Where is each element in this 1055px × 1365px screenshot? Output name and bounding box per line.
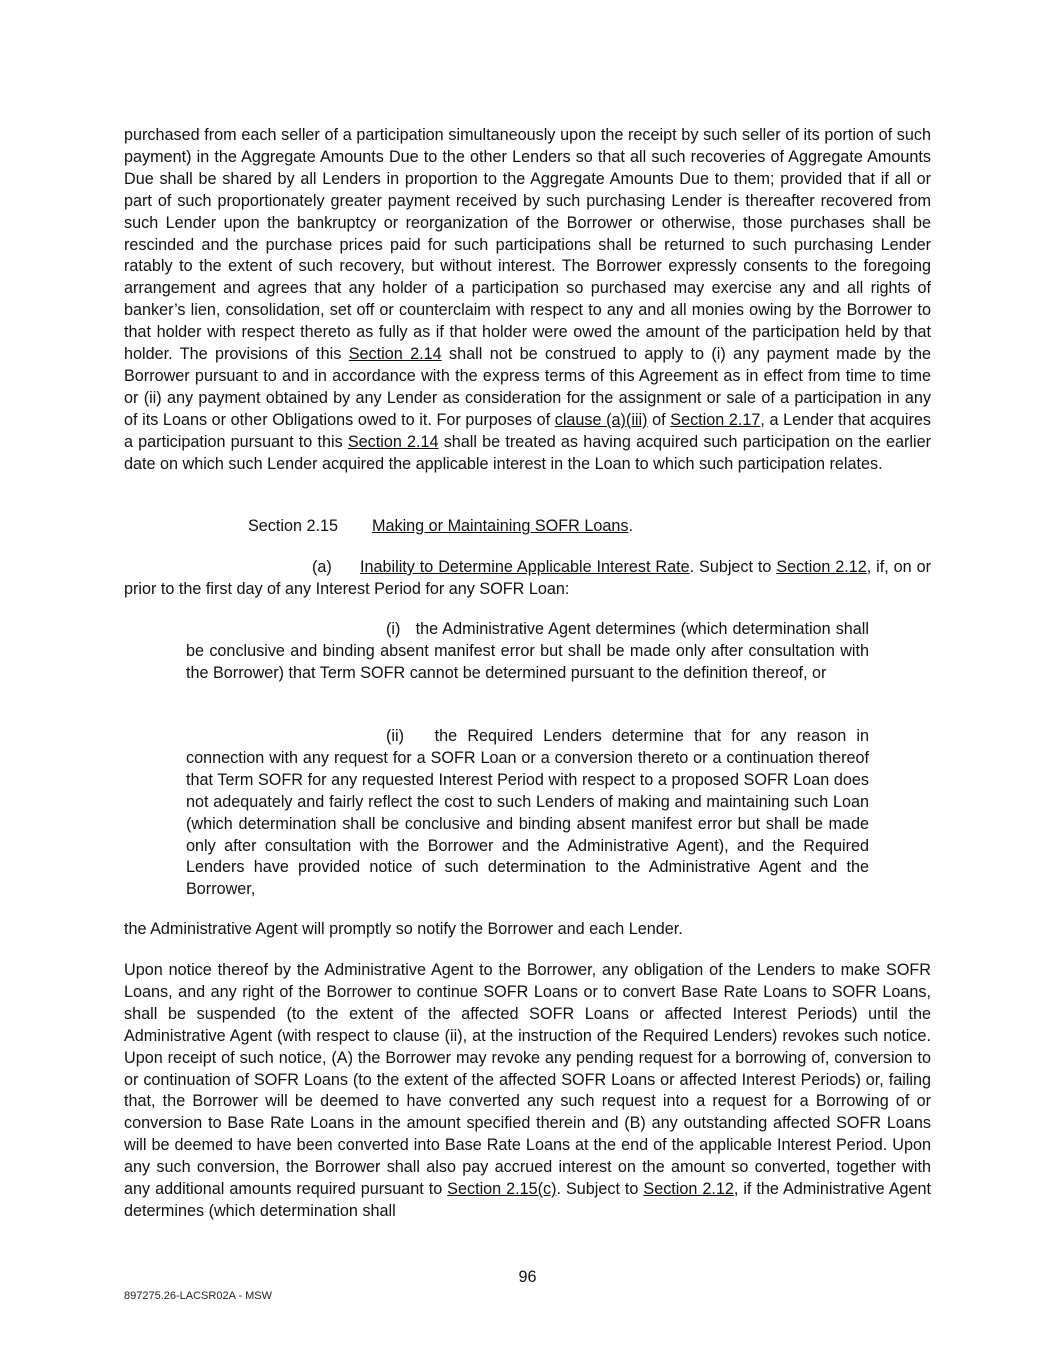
section-title-period: . <box>628 517 633 535</box>
cross-ref-section-2-12: Section 2.12 <box>776 558 867 576</box>
cross-ref-section-2-17: Section 2.17 <box>670 410 761 429</box>
upon-text-3: , if the Administrative Agent determines (which determination shall <box>124 1180 931 1220</box>
page-number: 96 <box>518 1268 537 1286</box>
cross-ref-section-2-14-b: Section 2.14 <box>347 432 439 451</box>
upon-text-1: Upon notice thereof by the Administrative Agent to the Borrower, any obligation of the Lenders to make SOFR Loans, and any right of the Borrower to continue SOFR Loans or to convert Base Rate Loans to SOFR Loans, shall be suspended (to the extent of the affected SOFR Loans or affected Interest Periods) until the Administrative Agent (with respect to clause (ii), at the instruction of the Required Lenders) revokes such notice. Upon receipt of such notice, (A) the Borrower may revoke any pending request for a borrowing of, conversion to or continuation of SOFR Loans (to the extent of the affected SOFR Loans or affected Interest Periods) or, failing that, the Borrower will be deemed to have converted any such request into a request for a Borrowing of or conversion to Base Rate Loans in the amount specified therein and (B) any outstanding affected SOFR Loans will be deemed to have been converted into Base Rate Loans at the end of the applicable Interest Period. Upon any such conversion, the Borrower shall also pay accrued interest on the amount so converted, together with any additional amounts required pursuant to <box>124 961 931 1199</box>
cross-ref-section-2-12-b: Section 2.12 <box>643 1180 734 1199</box>
section-heading <box>248 516 633 538</box>
cross-ref-section-2-15-c: Section 2.15(c) <box>447 1180 557 1199</box>
section-number: Section 2.15 <box>248 517 338 535</box>
para1-text-1: purchased from each seller of a participation simultaneously upon the receipt by such seller of its portion of such payment) in the Aggregate Amounts Due to the other Lenders so that all such recoveries of Aggregate Amounts Due shall be shared by all Lenders in proportion to the Aggregate Amounts Due to them; provided that if all or part of such proportionately greater payment received by such purchasing Lender is thereafter recovered from such Lender upon the bankruptcy or reorganization of the Borrower or otherwise, those purchases shall be rescinded and the purchase prices paid for such participations shall be returned to such purchasing Lender ratably to the extent of such recovery, but without interest. The Borrower expressly consents to the foregoing arrangement and agrees that any holder of a participation so purchased may exercise any and all rights of banker’s lien, consolidation, set off or counterclaim with respect to any and all monies owing by the Borrower to that holder with respect thereto as fully as if that holder were owed the amount of the participation held by that holder. The provisions of this <box>124 126 931 364</box>
paragraph-a-label: (a) <box>312 558 332 576</box>
subparagraph-ii <box>186 726 869 901</box>
paragraph-a-text-1: . Subject to <box>689 558 777 576</box>
para1-text-2: shall not be construed to apply to (i) any payment made by the Borrower pursuant to and in accordance with the express terms of this Agreement as in effect from time to time or (ii) any payment obtained by any Lender as consideration for the assignment or sale of a participation in any of its Loans or other Obligations owed to it. For purposes of <box>124 345 931 429</box>
notify-sentence: the Administrative Agent will promptly so notify the Borrower and each Lender. <box>124 920 683 938</box>
paragraph-a-heading: Inability to Determine Applicable Interest Rate <box>360 558 690 576</box>
cross-ref-clause-a-iii: clause (a)(iii) <box>554 410 648 429</box>
subparagraph-i-label: (i) <box>386 620 401 638</box>
paragraph-upon-notice <box>124 960 931 1223</box>
para1-text-3: of <box>647 410 671 429</box>
subparagraph-ii-label: (ii) <box>386 727 404 745</box>
para1-text-5: shall be treated as having acquired such participation on the earlier date on which such Lender acquired the applicable interest in the Loan to which such participation relates. <box>124 432 931 473</box>
document-id: 897275.26-LACSR02A - MSW <box>124 1290 272 1302</box>
paragraph-a-text-2: , if, on or prior to the first day of any Interest Period for any SOFR Loan: <box>124 558 931 598</box>
subparagraph-i-text: the Administrative Agent determines (which determination shall be conclusive and binding absent manifest error but shall be made only after consultation with the Borrower) that Term SOFR cannot be determined pursuant to the definition thereof, or <box>186 620 869 682</box>
cross-ref-section-2-14: Section 2.14 <box>348 345 442 364</box>
subparagraph-i <box>186 619 869 685</box>
section-title: Making or Maintaining SOFR Loans <box>372 517 629 535</box>
paragraph-participation <box>124 125 931 476</box>
subparagraph-ii-text: the Required Lenders determine that for any reason in connection with any request for a SOFR Loan or a conversion thereto or a continuation thereof that Term SOFR for any requested Interest Period with respect to a proposed SOFR Loan does not adequately and fairly reflect the cost to such Lenders of making and maintaining such Loan (which determination shall be conclusive and binding absent manifest error but shall be made only after consultation with the Borrower and the Administrative Agent), and the Required Lenders have provided notice of such determination to the Administrative Agent and the Borrower, <box>186 727 869 899</box>
upon-text-2: . Subject to <box>556 1180 644 1199</box>
para1-text-4: , a Lender that acquires a participation pursuant to this <box>124 410 931 451</box>
paragraph-a <box>124 557 931 601</box>
